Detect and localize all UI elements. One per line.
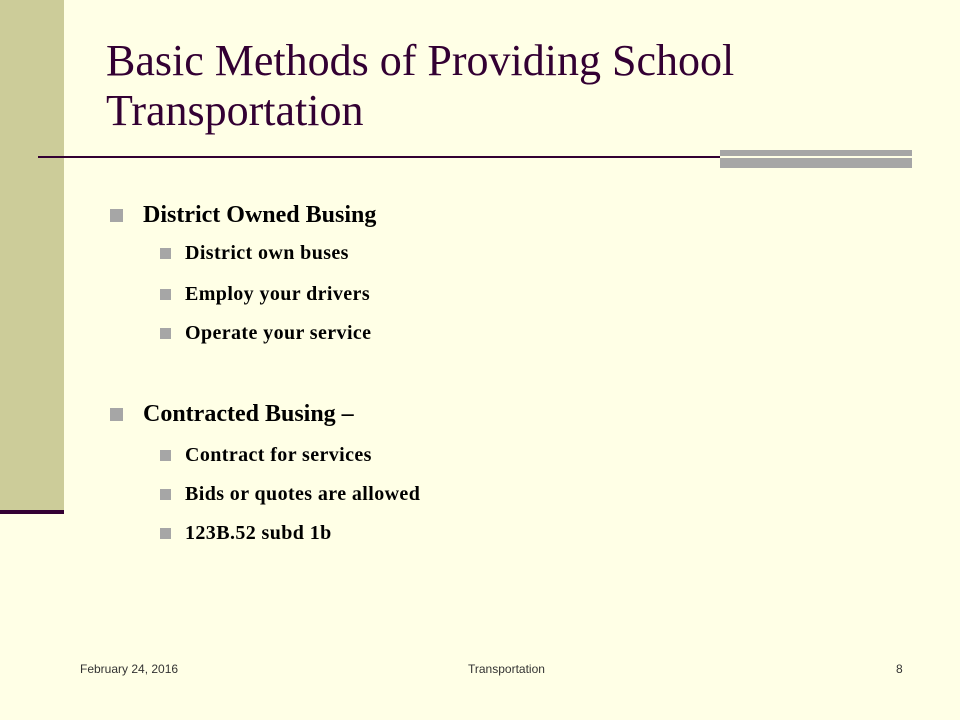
sub-bullet-statute xyxy=(160,520,332,546)
bullet-text: Employ your drivers xyxy=(185,282,371,305)
sub-bullet-employ-drivers xyxy=(160,281,370,307)
square-bullet-icon xyxy=(160,248,171,259)
bullet-district-owned-busing xyxy=(110,200,376,230)
footer-date: February 24, 2016 xyxy=(80,662,179,676)
bullet-text: District Owned Busing xyxy=(143,201,377,228)
sub-bullet-contract-services xyxy=(160,442,372,468)
bullet-text: Contract for services xyxy=(185,443,372,466)
sub-bullet-district-own-buses xyxy=(160,240,349,266)
slide-number: 8 xyxy=(896,662,903,676)
bullet-text: 123B.52 subd 1b xyxy=(185,521,332,544)
slide-title: Basic Methods of Providing School Transportation xyxy=(106,36,735,135)
bullet-text: Contracted Busing – xyxy=(143,400,354,427)
square-bullet-icon xyxy=(160,528,171,539)
title-accent-bar xyxy=(720,150,912,168)
square-bullet-icon xyxy=(110,209,123,222)
bullet-text: Operate your service xyxy=(185,321,372,344)
square-bullet-icon xyxy=(160,328,171,339)
bullet-text: Bids or quotes are allowed xyxy=(185,482,421,505)
square-bullet-icon xyxy=(160,289,171,300)
sub-bullet-operate-service xyxy=(160,320,371,346)
bullet-text: District own buses xyxy=(185,241,349,264)
footer-title: Transportation xyxy=(468,662,545,676)
square-bullet-icon xyxy=(160,450,171,461)
bullet-contracted-busing xyxy=(110,399,354,429)
sub-bullet-bids-quotes xyxy=(160,481,420,507)
square-bullet-icon xyxy=(160,489,171,500)
square-bullet-icon xyxy=(110,408,123,421)
side-band-underline xyxy=(0,510,64,514)
side-band xyxy=(0,0,64,512)
